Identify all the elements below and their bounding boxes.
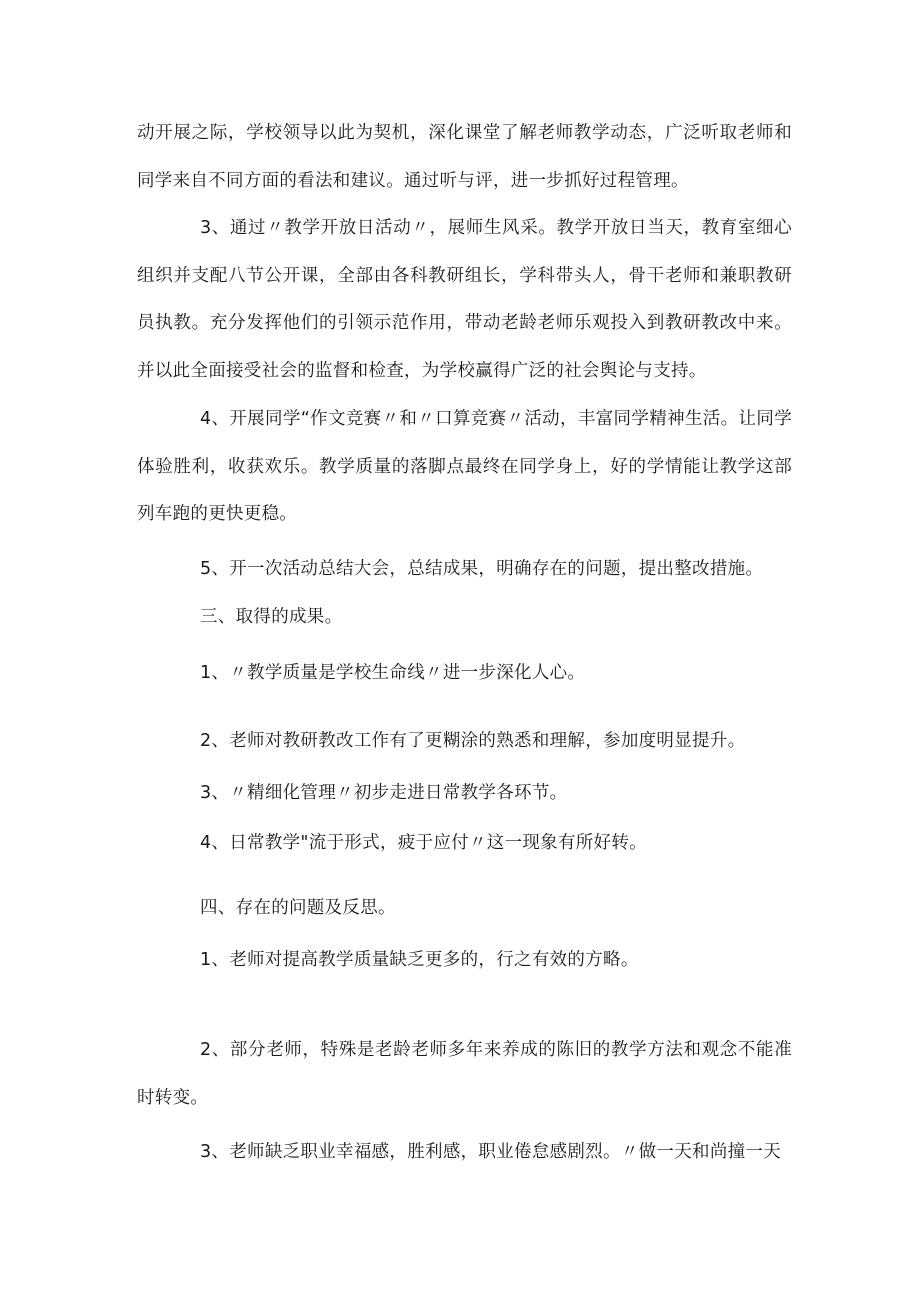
result-item-2: 2、老师对教研教改工作有了更糊涂的熟悉和理解，参加度明显提升。	[200, 731, 746, 751]
section-heading-problems: 四、存在的问题及反思。	[200, 898, 396, 918]
paragraph-item-5-summary: 5、开一次活动总结大会，总结成果，明确存在的问题，提出整改措施。	[200, 559, 764, 579]
result-item-1: 1、〃教学质量是学校生命线〃进一步深化人心。	[200, 663, 586, 683]
result-item-4: 4、日常教学"流于形式，疲于应付〃这一现象有所好转。	[200, 833, 647, 853]
paragraph-item-4-competition: 4、开展同学“作文竞赛〃和〃口算竞赛〃活动，丰富同学精神生活。让同学体验胜利，收获欢乐。教学质量的落脚点最终在同学身上，好的学情能让教学这部列车跑的更快更稳。	[137, 409, 792, 524]
problem-item-2: 2、部分老师，特殊是老龄老师多年来养成的陈旧的教学方法和观念不能准时转变。	[137, 1040, 792, 1108]
paragraph-continuation: 动开展之际，学校领导以此为契机，深化课堂了解老师教学动态，广泛听取老师和同学来自不同方面的看法和建议。通过听与评，进一步抓好过程管理。	[137, 123, 792, 191]
problem-item-1: 1、老师对提高教学质量缺乏更多的，行之有效的方略。	[200, 950, 639, 970]
paragraph-item-3-open-day: 3、通过〃教学开放日活动〃，展师生风采。教学开放日当天，教育室细心组织并支配八节公开课，全部由各科教研组长，学科带头人，骨干老师和兼职教研员执教。充分发挥他们的引领示范作用，带动老龄老师乐观投入到教研教改中来。并以此全面接受社会的监督和检查，为学校赢得广泛的社会舆论与支持。	[137, 218, 792, 381]
result-item-3: 3、〃精细化管理〃初步走进日常教学各环节。	[200, 783, 568, 803]
section-heading-results: 三、取得的成果。	[200, 607, 343, 627]
problem-item-3: 3、老师缺乏职业幸福感，胜利感，职业倦怠感剧烈。〃做一天和尚撞一天	[200, 1142, 782, 1162]
